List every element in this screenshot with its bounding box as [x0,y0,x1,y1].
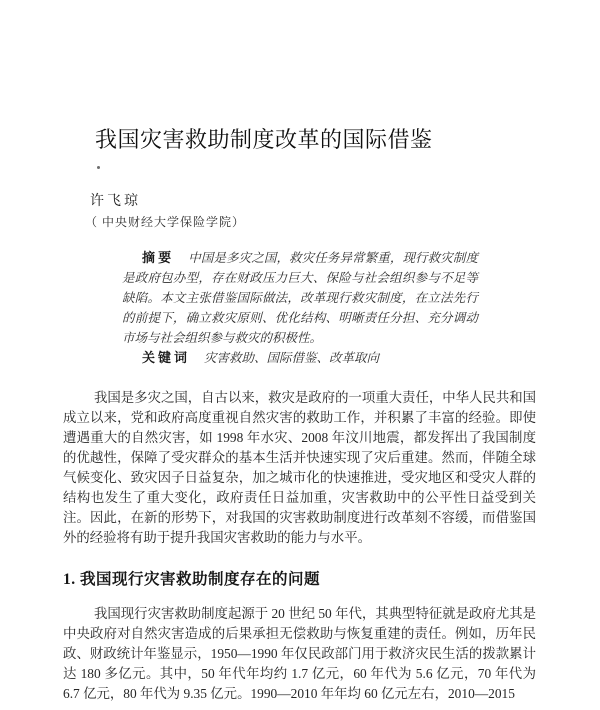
keywords-label: 关键词 [142,350,191,365]
intro-paragraph: 我国是多灾之国，自古以来，救灾是政府的一项重大责任，中华人民共和国成立以来，党和政府高度重视自然灾害的救助工作，并积累了丰富的经验。即使遭遇重大的自然灾害，如 1998 年水灾、2008 年汶川地震，都发挥出了我国制度的优越性，保障了受灾群众的基本生活并快速实现了灾后重建。然而，伴随全球气候变化、致灾因子日益复杂，加之城市化的快速推进，受灾地区和受灾人群的结构也发生了重大变化，政府责任日益加重，灾害救助中的公平性日益受到关注。因此，在新的形势下，对我国的灾害救助制度进行改革刻不容缓，而借鉴国外的经验将有助于提升我国灾害救助的能力与水平。 [63,390,536,545]
abstract-text: 中国是多灾之国，救灾任务异常繁重，现行救灾制度是政府包办型，存在财政压力巨大、保险与社会组织参与不足等缺陷。本文主张借鉴国际做法，改革现行救灾制度，在立法先行的前提下，确立救灾原则、优化结构、明晰责任分担、充分调动市场与社会组织参与救灾的积极性。 [122,251,478,345]
abstract-paragraph [122,248,478,348]
keywords-text: 灾害救助、国际借鉴、改革取向 [204,351,380,365]
author-affiliation: （ 中央财经大学保险学院） [85,215,246,229]
abstract-block [122,248,478,368]
scan-dot-artifact [97,166,100,169]
author-name: 许飞琼 [90,194,141,209]
abstract-label: 摘要 [142,250,175,265]
paper-title: 我国灾害救助制度改革的国际借鉴 [95,127,433,152]
keywords-line [122,348,478,368]
section-1-heading: 1. 我国现行灾害救助制度存在的问题 [63,571,321,588]
section-1-paragraph: 我国现行灾害救助制度起源于 20 世纪 50 年代，其典型特征就是政府尤其是中央政府对自然灾害造成的后果承担无偿救助与恢复重建的责任。例如，历年民政、财政统计年鉴显示，1950—1990 年仅民政部门用于救济灾民生活的拨款累计达 180 多亿元。其中，50 年代年均约 1.7 亿元，60 年代为 5.6 亿元，70 年代为 6.7 亿元，80 年代为 9.35 亿元。1990—2010 年年均 60 亿元左右，2010—2015 [63,606,536,701]
